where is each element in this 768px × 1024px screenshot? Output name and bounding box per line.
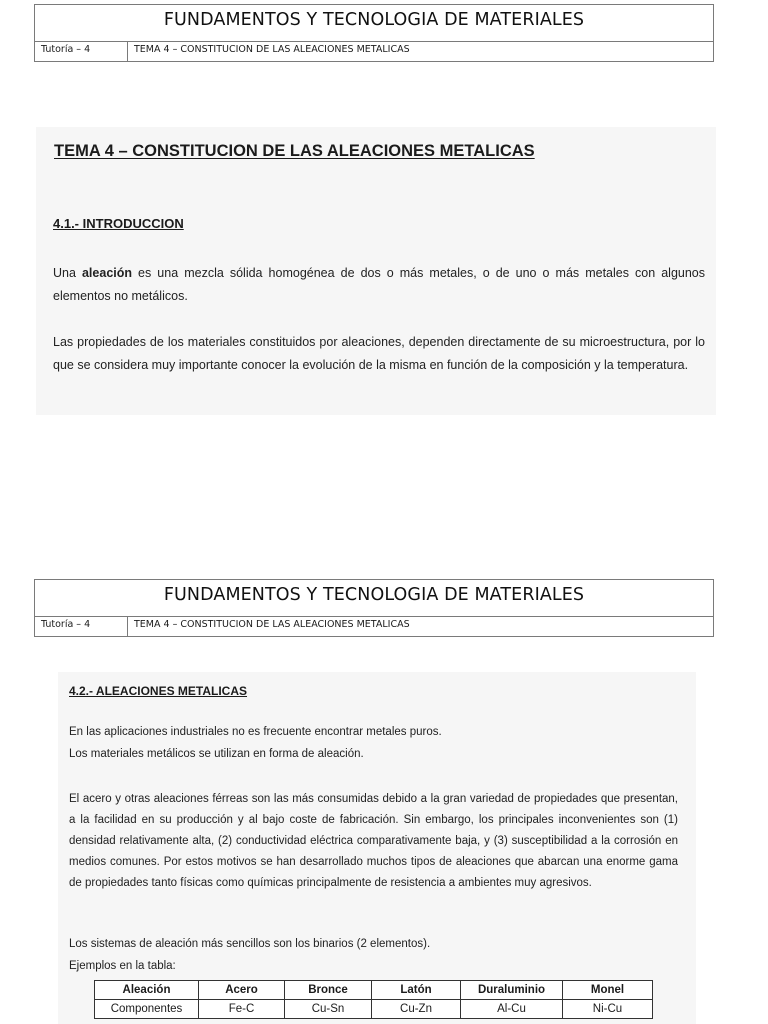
alloy-examples-table — [94, 980, 653, 1019]
table-cell: Fe-C — [199, 1000, 285, 1019]
course-title: FUNDAMENTOS Y TECNOLOGIA DE MATERIALES — [35, 5, 713, 42]
text-line: En las aplicaciones industriales no es frecuente encontrar metales puros. — [69, 726, 442, 738]
page-header — [34, 4, 714, 62]
table-header-cell: Bronce — [285, 981, 372, 1000]
tutorial-label: Tutoría – 4 — [35, 42, 128, 61]
course-title: FUNDAMENTOS Y TECNOLOGIA DE MATERIALES — [35, 580, 713, 617]
text-run: es una mezcla sólida homogénea de dos o más metales, o de uno o más metales con algunos elementos no metálicos. — [53, 266, 706, 303]
table-header-row — [95, 981, 653, 1000]
text-line: Los materiales metálicos se utilizan en forma de aleación. — [69, 748, 364, 760]
table-cell: Cu-Zn — [372, 1000, 461, 1019]
table-cell: Componentes — [95, 1000, 199, 1019]
tutorial-label: Tutoría – 4 — [35, 617, 128, 636]
table-header-cell: Latón — [372, 981, 461, 1000]
table-header-cell: Aleación — [95, 981, 199, 1000]
section-heading: 4.2.- ALEACIONES METALICAS — [69, 684, 248, 698]
chapter-title: TEMA 4 – CONSTITUCION DE LAS ALEACIONES METALICAS — [54, 142, 535, 160]
page-header — [34, 579, 714, 637]
text-line: Ejemplos en la tabla: — [69, 960, 176, 972]
table-cell: Cu-Sn — [285, 1000, 372, 1019]
table-cell: Al-Cu — [461, 1000, 563, 1019]
table-header-cell: Monel — [563, 981, 653, 1000]
paragraph-alloys: El acero y otras aleaciones férreas son las más consumidas debido a la gran variedad de propiedades que presentan, a la facilidad en su producción y al bajo coste de fabricación. Sin embargo, los principales inconvenientes son (1) densidad relativamente alta, (2) conductividad eléctrica comparativamente baja, y (3) susceptibilidad a la corrosión en medios comunes. Por estos motivos se han desarrollado muchos tipos de aleaciones que abarcan una enorme gama de propiedades tanto físicas como químicas principalmente de resistencia a ambientes muy agresivos. — [69, 793, 678, 889]
paragraph-definition — [53, 262, 705, 308]
section-heading: 4.1.- INTRODUCCION — [53, 216, 184, 231]
table-header-cell: Acero — [199, 981, 285, 1000]
paragraph-properties: Las propiedades de los materiales constituidos por aleaciones, dependen directamente de su microestructura, por lo que se considera muy importante conocer la evolución de la misma en función de la composición y la temperatura. — [53, 335, 705, 372]
header-info-row — [35, 42, 713, 61]
header-info-row — [35, 617, 713, 636]
table-header-cell: Duraluminio — [461, 981, 563, 1000]
text-line: Los sistemas de aleación más sencillos son los binarios (2 elementos). — [69, 938, 431, 950]
text-run: Una — [53, 266, 82, 280]
table-row — [95, 1000, 653, 1019]
topic-label: TEMA 4 – CONSTITUCION DE LAS ALEACIONES METALICAS — [134, 44, 410, 55]
bold-term: aleación — [81, 266, 133, 280]
topic-label: TEMA 4 – CONSTITUCION DE LAS ALEACIONES METALICAS — [134, 619, 410, 630]
table-cell: Ni-Cu — [563, 1000, 653, 1019]
